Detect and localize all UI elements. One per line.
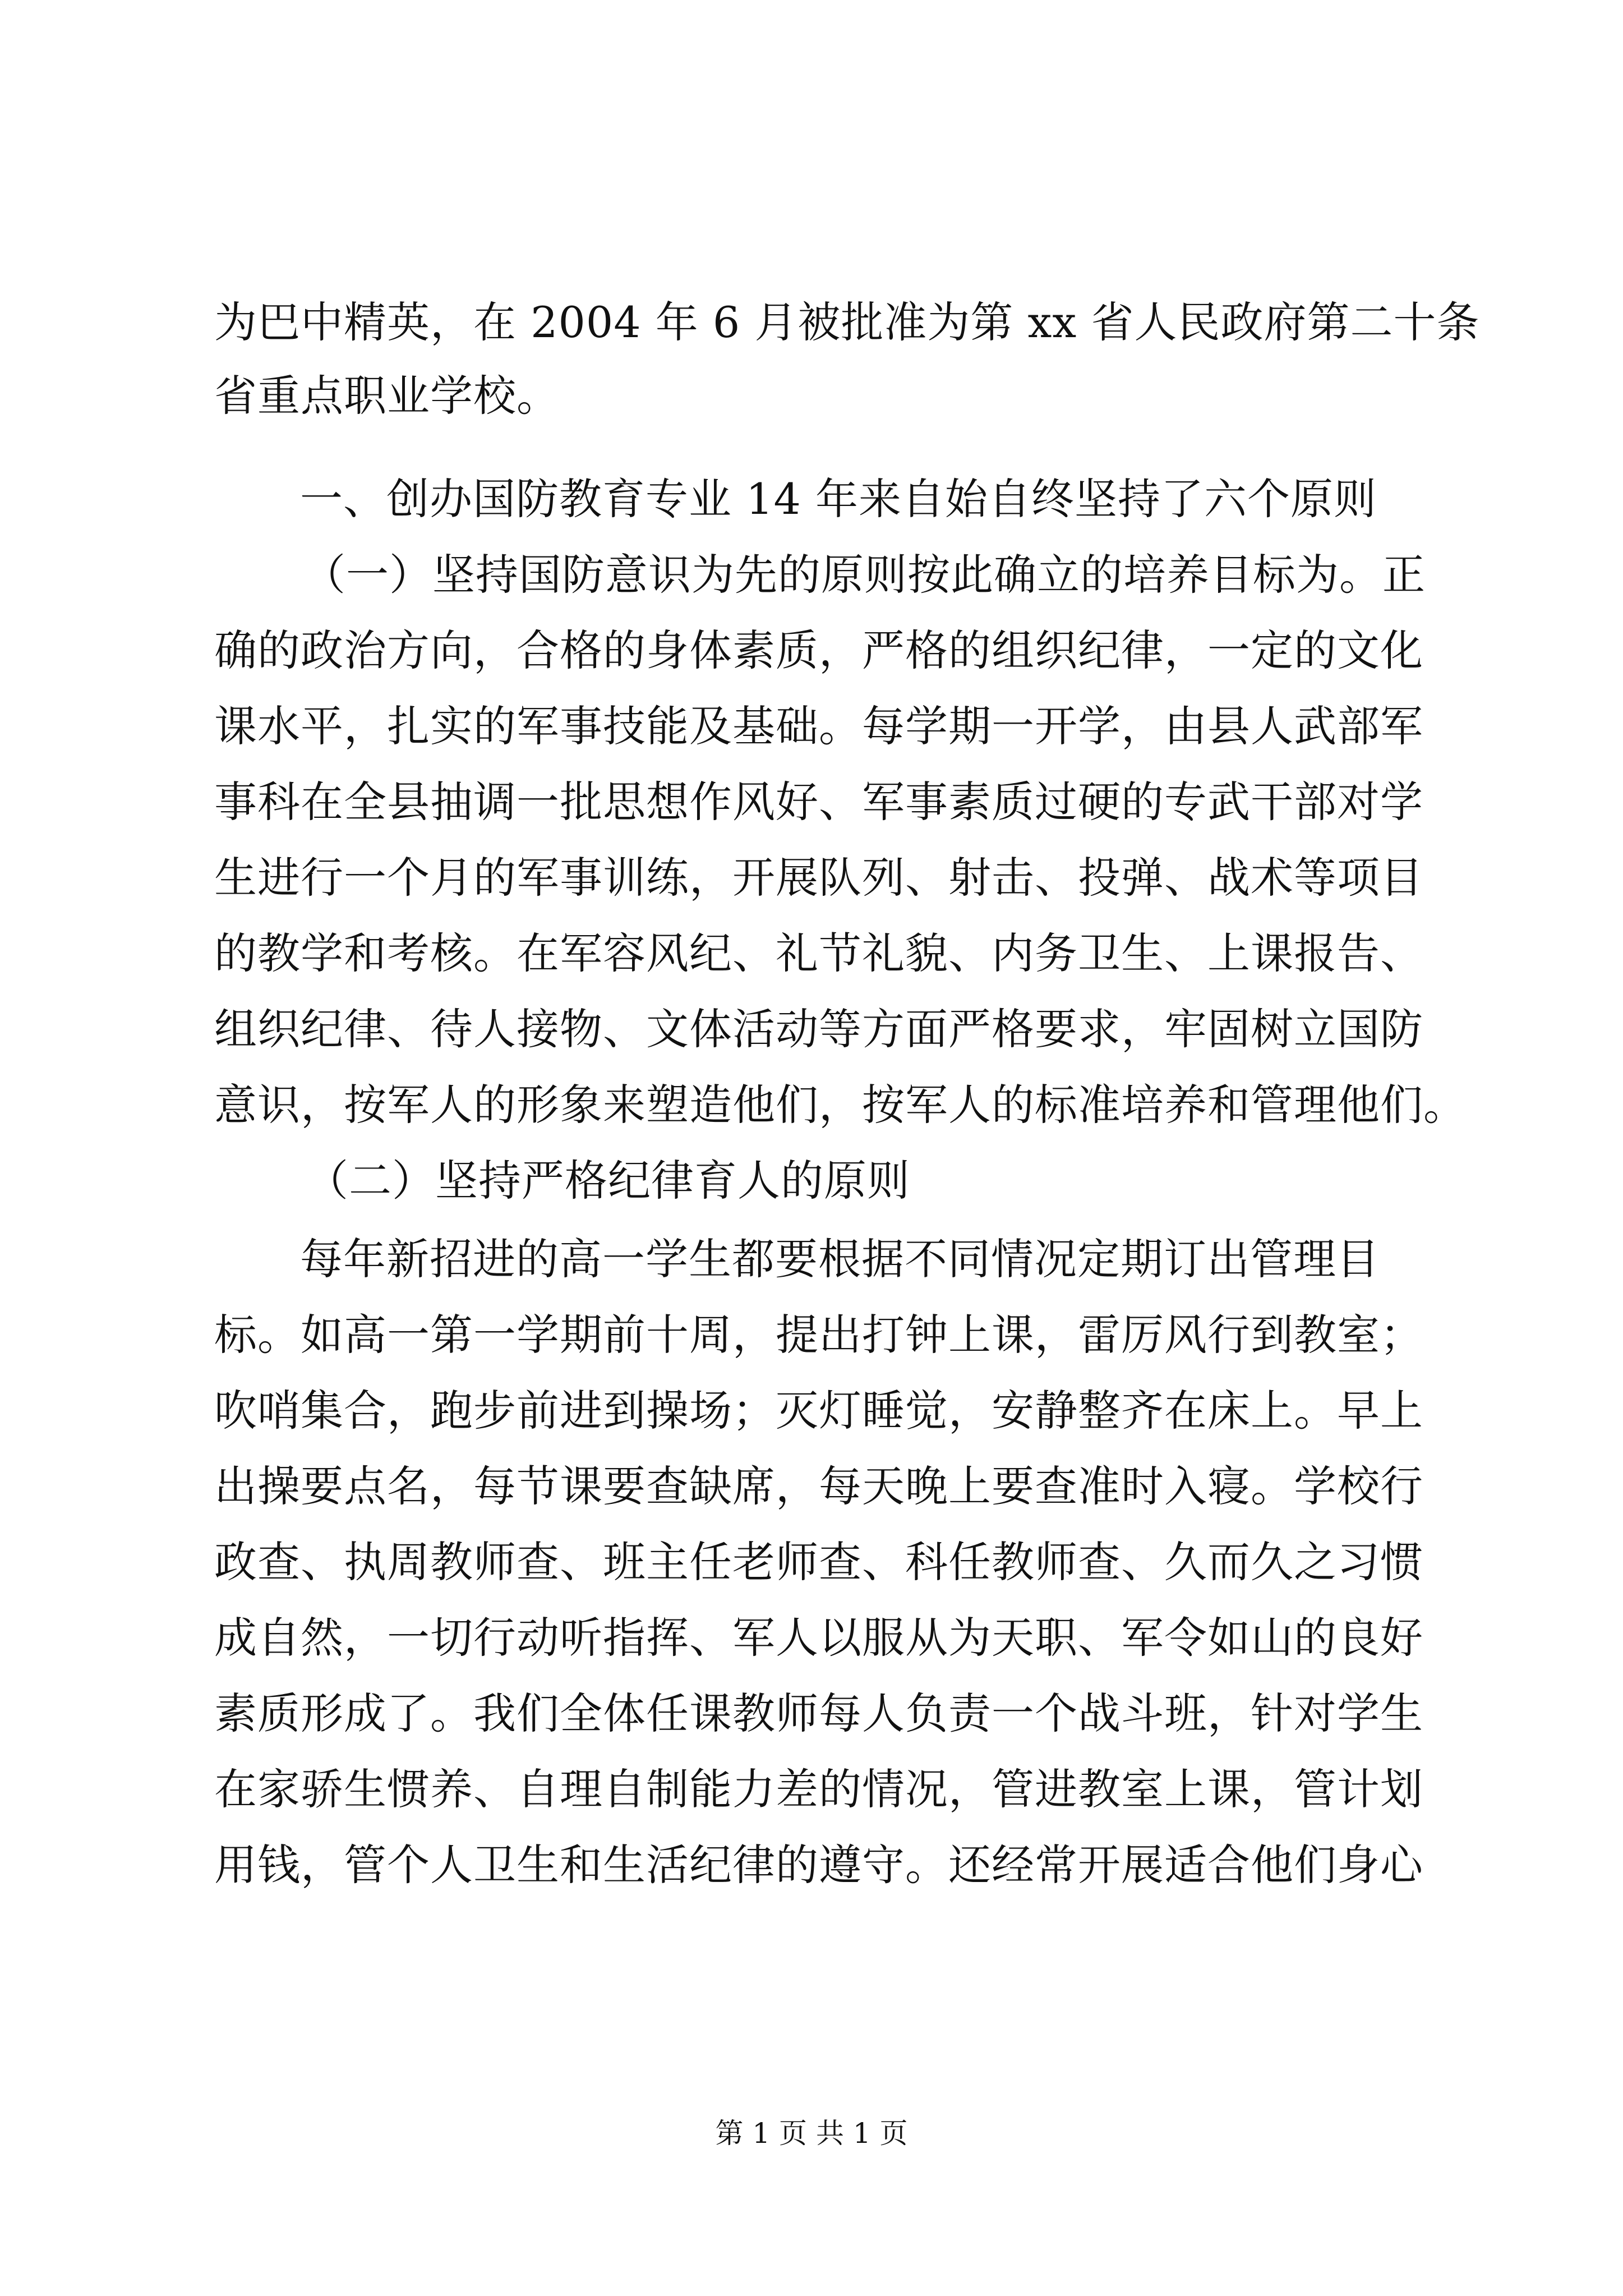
body-line-11: 意识，按军人的形象来塑造他们，按军人的标准培养和管理他们。: [214, 1080, 1467, 1130]
page-footer: 第 1 页 共 1 页: [715, 2117, 908, 2150]
body-line-9: 的教学和考核。在军容风纪、礼节礼貌、内务卫生、上课报告、: [214, 928, 1423, 978]
body-line-14: 标。如高一第一学期前十周，提出打钟上课，雷厉风行到教室；: [214, 1310, 1423, 1360]
body-line-5: 确的政治方向，合格的身体素质，严格的组织纪律，一定的文化: [214, 625, 1423, 675]
body-line-17: 政查、执周教师查、班主任老师查、科任教师查、久而久之习惯: [214, 1537, 1423, 1587]
body-line-7: 事科在全县抽调一批思想作风好、军事素质过硬的专武干部对学: [214, 777, 1423, 827]
body-line-15: 吹哨集合，跑步前进到操场；灭灯睡觉，安静整齐在床上。早上: [214, 1386, 1423, 1435]
body-line-18: 成自然，一切行动听指挥、军人以服从为天职、军令如山的良好: [214, 1613, 1423, 1663]
subsection-heading-1: （一）坚持国防意识为先的原则按此确立的培养目标为。正: [303, 550, 1426, 600]
body-line-10: 组织纪律、待人接物、文体活动等方面严格要求，牢固树立国防: [214, 1004, 1423, 1054]
body-line-21: 用钱，管个人卫生和生活纪律的遵守。还经常开展适合他们身心: [214, 1840, 1423, 1890]
body-line-8: 生进行一个月的军事训练，开展队列、射击、投弹、战术等项目: [214, 853, 1423, 903]
body-line-2: 省重点职业学校。: [214, 371, 560, 421]
section-heading-1: 一、创办国防教育专业 14 年来自始自终坚持了六个原则: [300, 474, 1377, 524]
subsection-heading-2: （二）坚持严格纪律育人的原则: [306, 1156, 910, 1205]
body-line-13: 每年新招进的高一学生都要根据不同情况定期订出管理目: [300, 1234, 1380, 1284]
body-line-19: 素质形成了。我们全体任课教师每人负责一个战斗班，针对学生: [214, 1688, 1423, 1738]
body-line-20: 在家骄生惯养、自理自制能力差的情况，管进教室上课，管计划: [214, 1764, 1423, 1814]
body-line-6: 课水平，扎实的军事技能及基础。每学期一开学，由县人武部军: [214, 701, 1423, 751]
body-line-16: 出操要点名，每节课要查缺席，每天晚上要查准时入寝。学校行: [214, 1461, 1423, 1511]
body-line-1: 为巴中精英，在 2004 年 6 月被批准为第 xx 省人民政府第二十条: [214, 297, 1480, 347]
